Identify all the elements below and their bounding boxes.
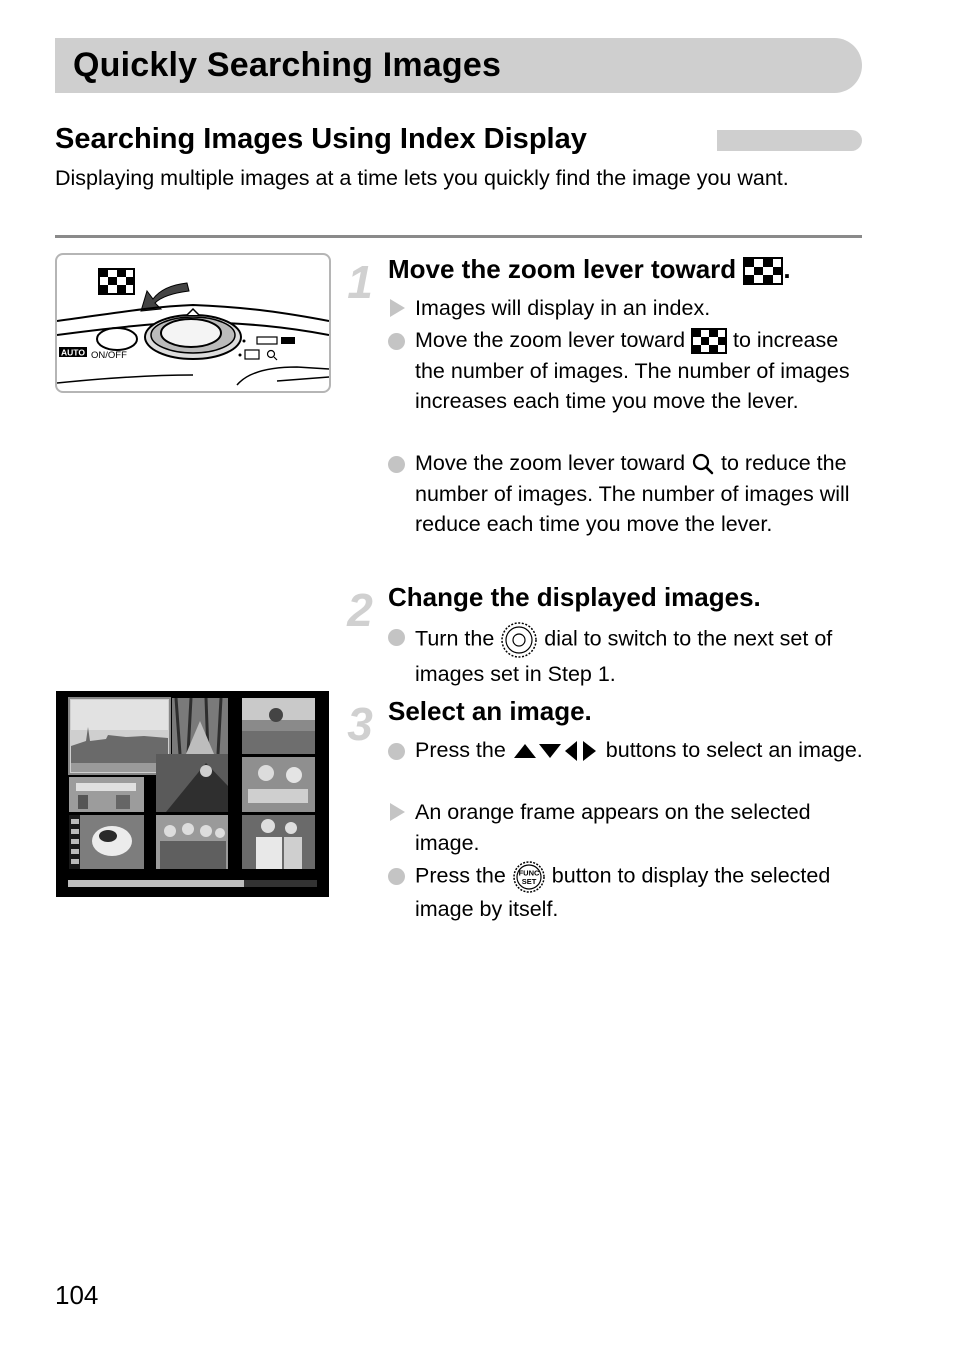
list-item: Move the zoom lever toward to reduce the number of images. The number of images will reduce each time you move the lever. — [388, 448, 863, 540]
section-heading: Searching Images Using Index Display — [55, 123, 587, 155]
camera-top-drawing — [57, 255, 329, 391]
index-icon — [99, 269, 134, 294]
index-display-screen — [56, 691, 329, 897]
section-intro: Displaying multiple images at a time lets you quickly find the image you want. — [55, 166, 789, 190]
step-number: 3 — [347, 698, 373, 750]
svg-text:SET: SET — [521, 877, 537, 886]
bullet-icon — [388, 629, 405, 646]
bullet-icon — [388, 743, 405, 760]
shutter-button-icon — [161, 319, 221, 347]
magnify-icon — [691, 452, 715, 476]
index-icon — [743, 257, 783, 285]
step-title: Move the zoom lever toward . — [388, 254, 791, 284]
arrow-buttons-icon — [512, 740, 600, 762]
step-number: 1 — [347, 256, 373, 308]
thumbnail-image — [242, 757, 315, 812]
mode-label: AUTO — [61, 347, 85, 358]
step-title: Select an image. — [388, 696, 592, 726]
power-label: ON/OFF — [91, 350, 127, 361]
scroll-progress-bar — [68, 880, 244, 887]
step-title: Change the displayed images. — [388, 582, 761, 612]
bullet-icon — [388, 333, 405, 350]
page-title: Quickly Searching Images — [73, 46, 502, 84]
result-arrow-icon — [390, 299, 405, 317]
title-bar — [55, 38, 862, 93]
section-heading-bar — [717, 130, 862, 151]
step-number: 2 — [347, 584, 373, 636]
control-dial-icon — [500, 621, 538, 659]
list-item: Press the buttons to select an image. — [388, 735, 863, 766]
power-button-icon — [97, 328, 137, 350]
page-number: 104 — [55, 1280, 99, 1310]
section-divider — [55, 235, 862, 238]
svg-text:FUNC: FUNC — [518, 868, 540, 878]
list-item: Images will display in an index. — [388, 293, 863, 324]
bullet-icon — [388, 456, 405, 473]
camera-zoom-lever-illustration — [55, 253, 331, 393]
index-display-illustration — [56, 691, 329, 897]
result-arrow-icon — [390, 803, 405, 821]
func-set-button-icon — [512, 860, 546, 894]
index-icon — [691, 328, 727, 354]
list-item: Move the zoom lever toward to increase the number of images. The number of images increases each time you move the lever. — [388, 325, 863, 417]
bullet-icon — [388, 868, 405, 885]
list-item: Press the FUNC SET button to display the selected image by itself. — [388, 860, 863, 925]
list-item: Turn the dial to switch to the next set of images set in Step 1. — [388, 621, 863, 690]
list-item: An orange frame appears on the selected image. — [388, 797, 863, 858]
